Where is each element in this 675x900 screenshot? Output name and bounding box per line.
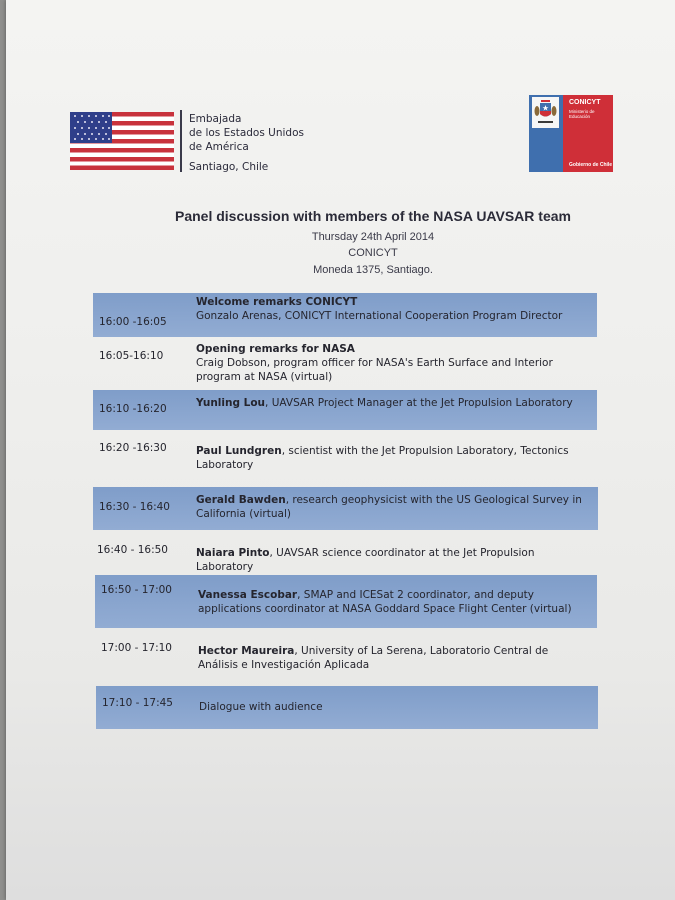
document-page <box>6 0 675 900</box>
event-host: CONICYT <box>348 247 398 259</box>
agenda-description <box>196 295 591 323</box>
speaker-detail: , SMAP and ICESat 2 coordinator, and deputy applications coordinator at NASA Goddard Space Flight Center (virtual) <box>198 589 572 615</box>
agenda-row <box>93 339 597 387</box>
agenda-row <box>93 390 597 430</box>
agenda-description <box>196 444 591 472</box>
logo-white-square <box>532 97 559 128</box>
agenda-time: 16:50 - 17:00 <box>101 584 172 596</box>
agenda-time: 16:40 - 16:50 <box>97 544 168 556</box>
agenda-row <box>93 540 598 573</box>
logo-gov-text: Gobierno de Chile <box>569 162 613 168</box>
embassy-city: Santiago, Chile <box>189 161 269 173</box>
agenda-description <box>198 644 591 672</box>
embassy-line-1: Embajada <box>189 113 242 125</box>
speaker-name: Vanessa Escobar <box>198 589 298 601</box>
agenda-row <box>93 293 597 337</box>
speaker-name: Naiara Pinto <box>196 547 270 559</box>
agenda-row <box>93 434 597 480</box>
agenda-heading: Dialogue with audience <box>199 701 323 713</box>
embassy-line-3: de América <box>189 141 249 153</box>
speaker-detail: , UAVSAR science coordinator at the Jet Propulsion Laboratory <box>196 547 535 573</box>
speaker-name: Paul Lundgren <box>196 445 282 457</box>
agenda-detail: Craig Dobson, program officer for NASA's Earth Surface and Interior program at NASA (virtual) <box>196 357 553 383</box>
agenda-description <box>199 700 592 714</box>
agenda-time: 16:20 -16:30 <box>99 442 167 454</box>
conicyt-logo <box>529 95 613 172</box>
speaker-name: Hector Maureira <box>198 645 295 657</box>
page-title: Panel discussion with members of the NASA UAVSAR team <box>175 208 571 224</box>
agenda-row <box>96 686 598 729</box>
logo-conicyt-text: CONICYT <box>569 99 601 106</box>
embassy-line-2: de los Estados Unidos <box>189 127 304 139</box>
logo-red-panel <box>563 95 613 172</box>
agenda-row <box>93 487 598 530</box>
speaker-name: Gerald Bawden <box>196 494 286 506</box>
speaker-detail: , scientist with the Jet Propulsion Laboratory, Tectonics Laboratory <box>196 445 569 471</box>
agenda-time: 17:00 - 17:10 <box>101 642 172 654</box>
embassy-divider <box>180 110 182 172</box>
speaker-detail: , University of La Serena, Laboratorio Central de Análisis e Investigación Aplicada <box>198 645 549 671</box>
chile-coat-of-arms-icon <box>532 97 559 128</box>
speaker-name: Yunling Lou <box>196 397 266 409</box>
agenda-time: 16:30 - 16:40 <box>99 501 170 513</box>
speaker-detail: , research geophysicist with the US Geological Survey in California (virtual) <box>196 494 582 520</box>
event-date: Thursday 24th April 2014 <box>311 231 435 243</box>
event-address: Moneda 1375, Santiago. <box>313 264 433 276</box>
agenda-row <box>95 634 597 676</box>
agenda-description <box>196 342 591 384</box>
agenda-heading: Welcome remarks CONICYT <box>196 296 358 308</box>
agenda-time: 17:10 - 17:45 <box>102 697 173 709</box>
agenda-description <box>196 546 592 574</box>
agenda-description <box>198 588 591 616</box>
agenda-description <box>196 396 591 410</box>
agenda-heading: Opening remarks for NASA <box>196 343 355 355</box>
speaker-detail: , UAVSAR Project Manager at the Jet Propulsion Laboratory <box>265 397 573 409</box>
agenda-row <box>95 575 597 628</box>
us-flag-icon <box>70 112 174 170</box>
agenda-detail: Gonzalo Arenas, CONICYT International Cooperation Program Director <box>196 310 563 322</box>
agenda-description <box>196 493 592 521</box>
agenda-time: 16:00 -16:05 <box>99 316 167 328</box>
logo-ministry-text: Ministerio de Educación <box>569 109 595 119</box>
agenda-time: 16:05-16:10 <box>99 350 164 362</box>
agenda-time: 16:10 -16:20 <box>99 403 167 415</box>
embassy-name <box>189 112 304 174</box>
